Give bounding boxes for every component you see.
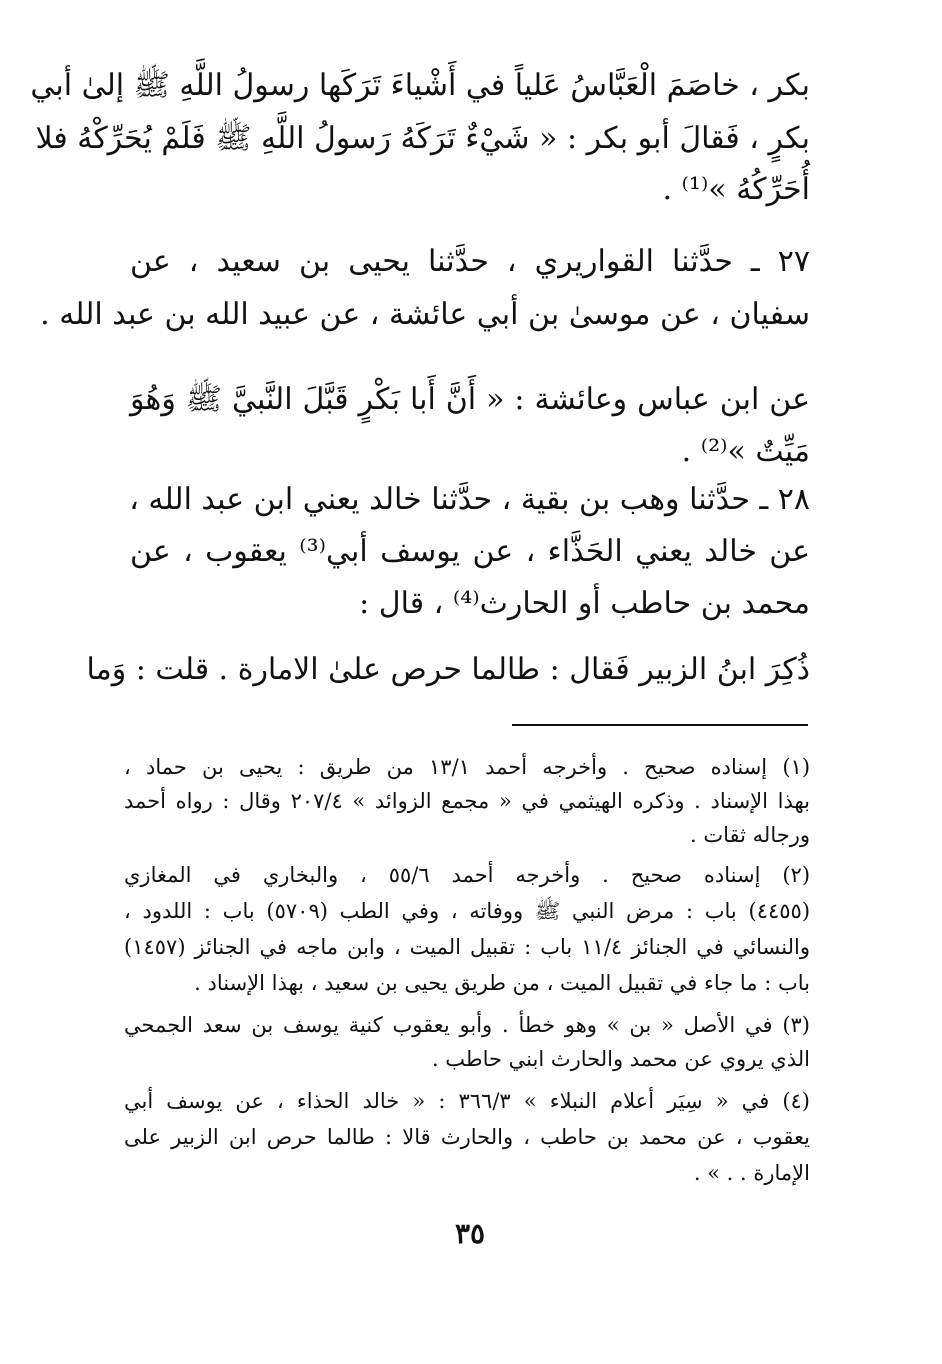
page-number: ٣٥: [454, 1217, 486, 1250]
footnote-2-line-4: باب : ما جاء في تقبيل الميت ، من طريق يحيى بن سعيد ، بهذا الإسناد .: [194, 971, 810, 995]
footnote-3-line-1: (٣) في الأصل « بن » وهو خطأ . وأبو يعقوب كنية يوسف بن سعد الجمحي: [124, 1013, 810, 1037]
hadith-27-matn-line-2: مَيِّتٌ »⁽²⁾ .: [681, 434, 810, 469]
footnote-separator: [512, 724, 808, 726]
footnote-1-line-2: بهذا الإسناد . وذكره الهيثمي في « مجمع الزوائد » ٢٠٧/٤ وقال : رواه أحمد: [124, 789, 811, 813]
footnote-1-line-3: ورجاله ثقات .: [690, 823, 810, 847]
body-line-3: أُحَرِّكُهُ »⁽¹⁾ .: [662, 172, 810, 207]
hadith-27-matn-line-1: عن ابن عباس وعائشة : « أَنَّ أَبا بَكْرٍ قَبَّلَ النَّبيَّ ﷺ وَهُوَ: [130, 382, 810, 417]
footnote-2-line-1: (٢) إسناده صحيح . وأخرجه أحمد ٥٥/٦ ، والبخاري في المغازي: [124, 863, 811, 887]
hadith-28-line-3: محمد بن حاطب أو الحارث⁽⁴⁾ ، قال :: [359, 586, 810, 621]
footnote-4-line-3: الإمارة . . » .: [693, 1161, 810, 1185]
hadith-27-line-1: ٢٧ ـ حدَّثنا القواريري ، حدَّثنا يحيى بن سعيد ، عن: [130, 244, 810, 279]
footnote-1-line-1: (١) إسناده صحيح . وأخرجه أحمد ١٣/١ من طريق : يحيى بن حماد ،: [124, 755, 811, 779]
footnote-2-line-2: (٤٤٥٥) باب : مرض النبي ﷺ ووفاته ، وفي الطب (٥٧٠٩) باب : اللدود ،: [124, 899, 811, 923]
hadith-27-line-2: سفيان ، عن موسىٰ بن أبي عائشة ، عن عبيد الله بن عبد الله .: [40, 297, 810, 332]
footnote-3-line-2: الذي يروي عن محمد والحارث ابني حاطب .: [431, 1047, 810, 1071]
hadith-28-matn-line-1: ذُكِرَ ابنُ الزبير فَقال : طالما حرص علىٰ الامارة . قلت : وَما: [86, 652, 810, 687]
body-line-2: بكرٍ ، فَقالَ أبو بكر : « شَيْءٌ تَرَكَهُ رَسولُ اللَّهِ ﷺ فَلَمْ يُحَرِّكْهُ فلا: [35, 121, 810, 156]
footnote-2-line-3: والنسائي في الجنائز ١١/٤ باب : تقبيل الميت ، وابن ماجه في الجنائز (١٤٥٧): [124, 935, 810, 959]
hadith-28-line-1: ٢٨ ـ حدَّثنا وهب بن بقية ، حدَّثنا خالد يعني ابن عبد الله ،: [129, 482, 810, 517]
footnote-4-line-1: (٤) في « سِيَر أعلام النبلاء » ٣٦٦/٣ : « خالد الحذاء ، عن يوسف أبي: [124, 1089, 810, 1113]
hadith-28-line-2: عن خالد يعني الحَذَّاء ، عن يوسف أبي⁽³⁾ يعقوب ، عن: [130, 534, 810, 569]
body-line-1: بكر ، خاصَمَ الْعَبَّاسُ عَلياً في أَشْياءَ تَرَكَها رسولُ اللَّهِ ﷺ إلىٰ أبي: [30, 68, 810, 103]
footnote-4-line-2: يعقوب ، عن محمد بن حاطب ، والحارث قالا : طالما حرص ابن الزبير على: [124, 1125, 810, 1149]
